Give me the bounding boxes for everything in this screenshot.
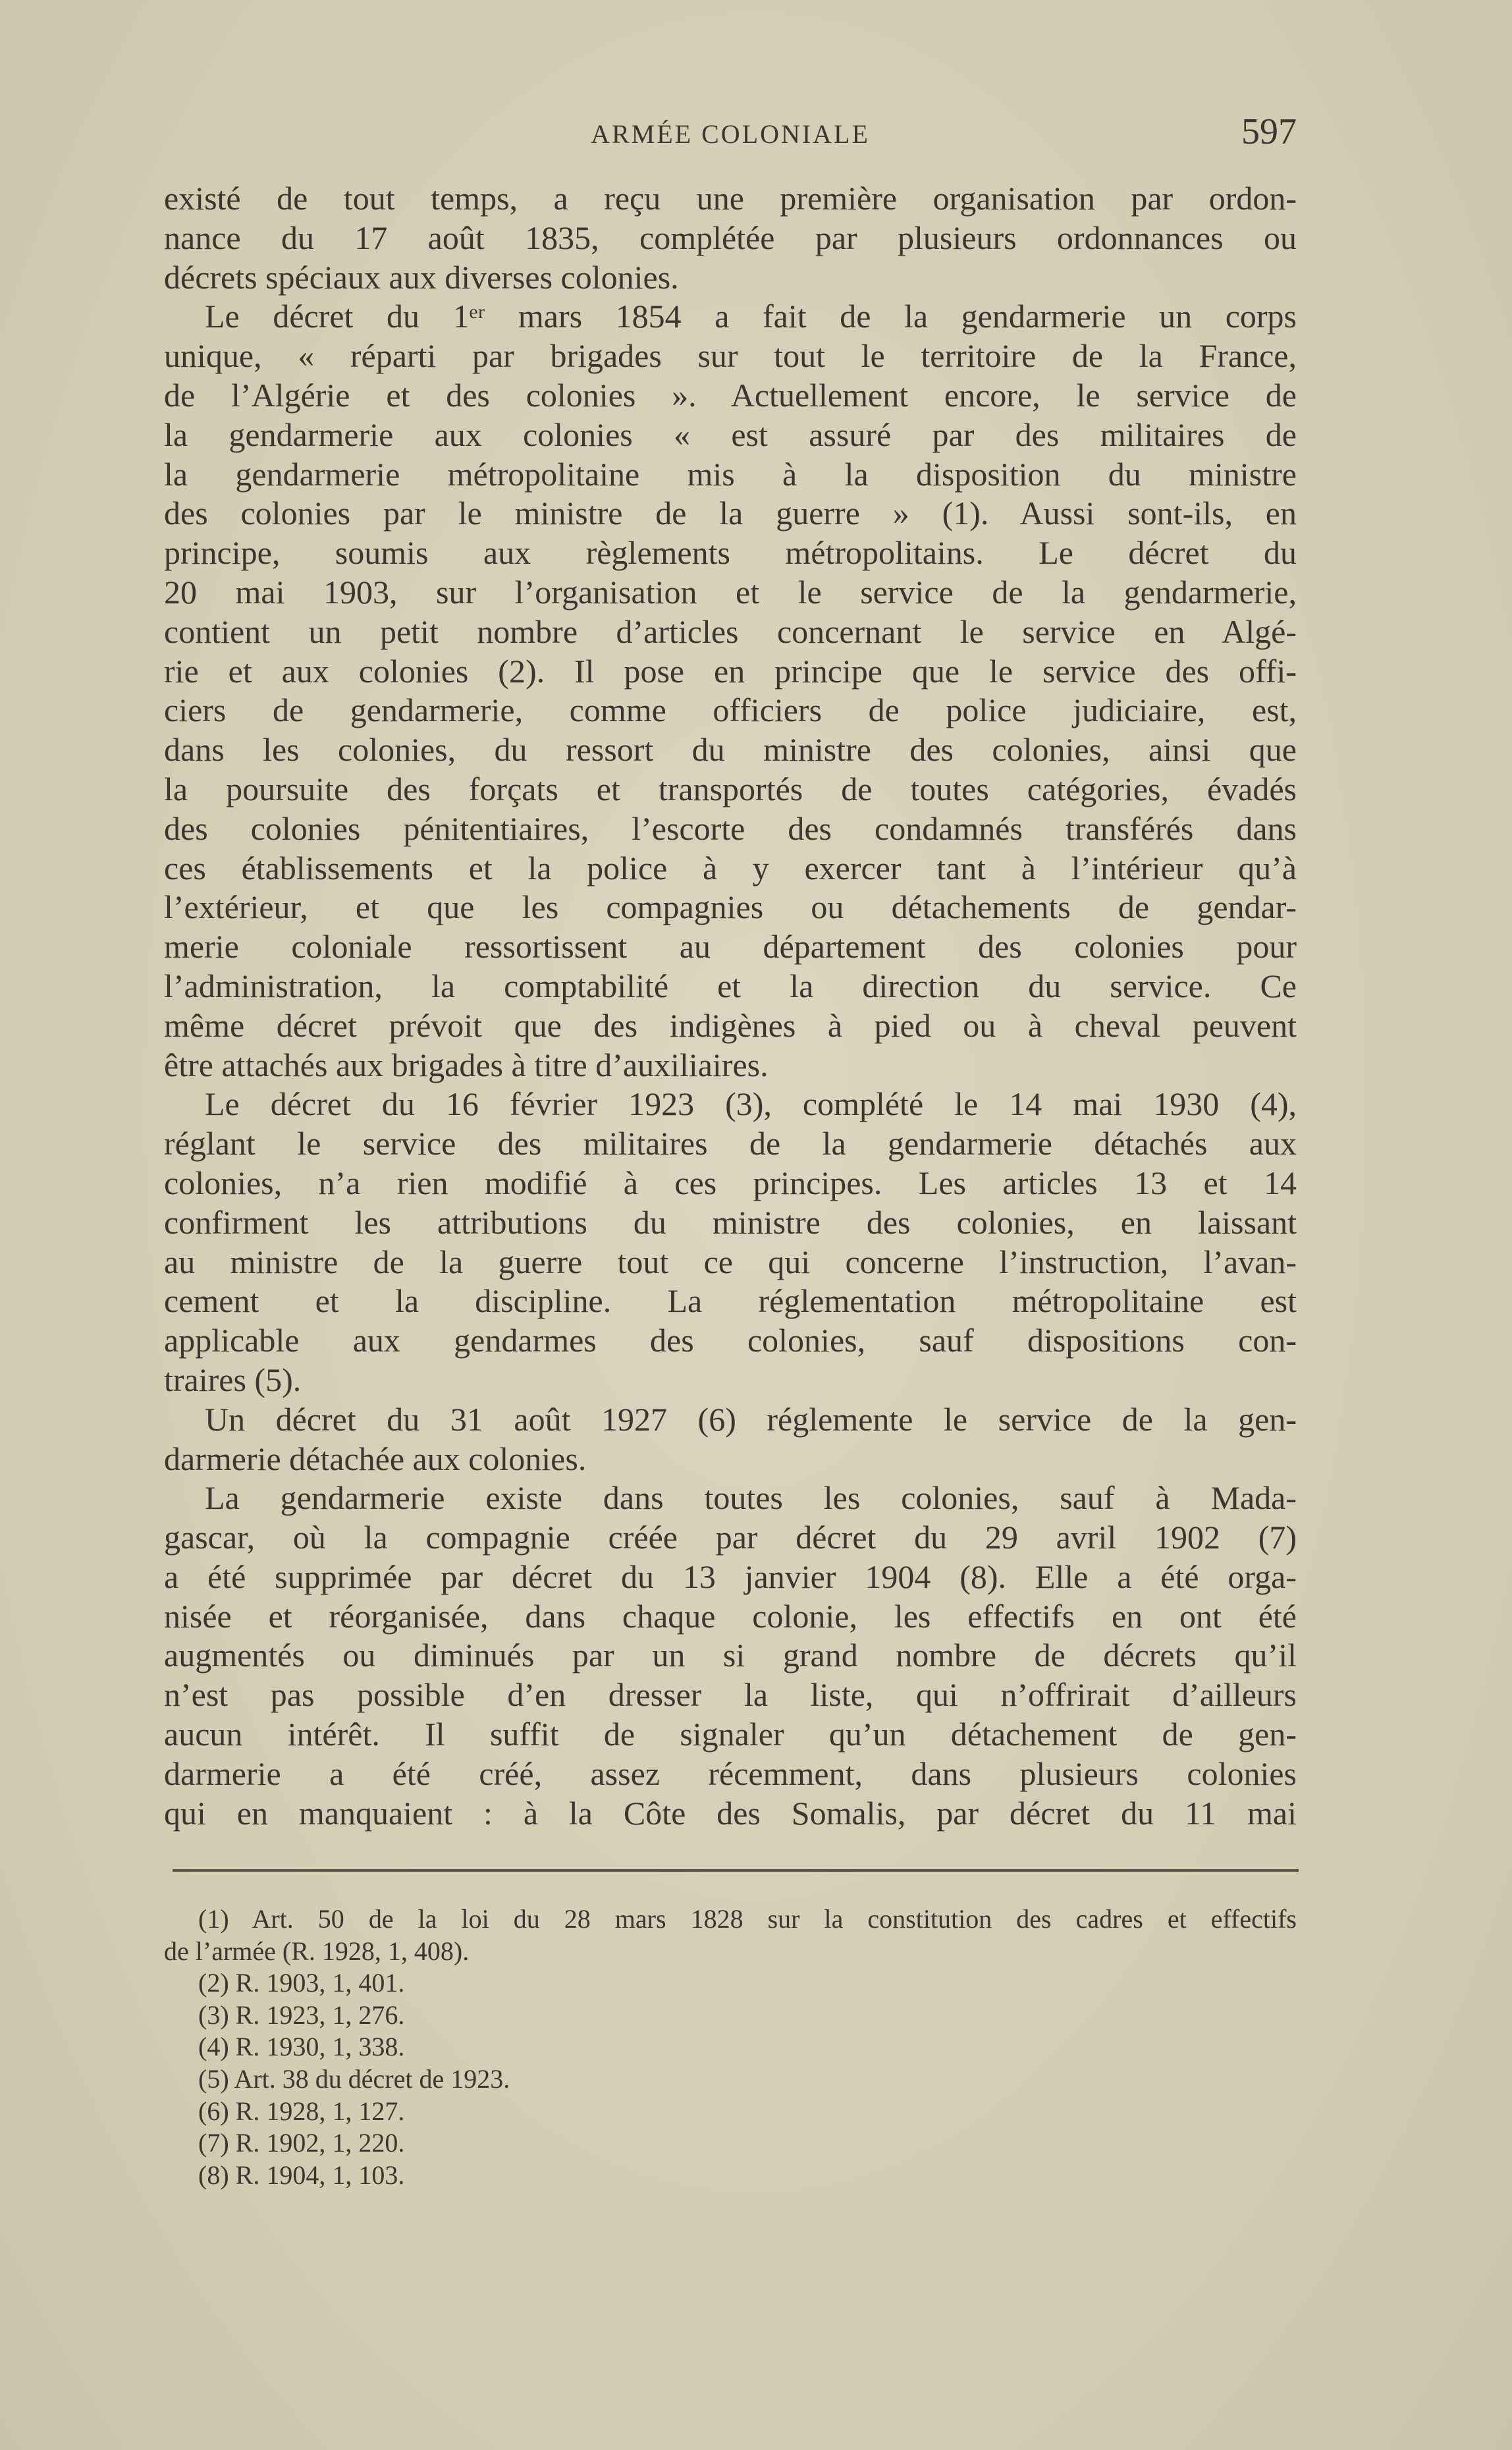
line (164, 1085, 1297, 1124)
line (164, 1361, 1297, 1400)
text-line: des colonies pénitentiaires, l’escorte des condamnés transférés dans (164, 809, 1297, 847)
line (164, 1046, 1297, 1085)
text-line: augmentés ou diminués par un si grand nombre de décrets qu’il (164, 1637, 1297, 1674)
line (164, 1400, 1297, 1440)
text-line: dans les colonies, du ressort du ministre des colonies, ainsi que (164, 731, 1297, 769)
line (164, 1597, 1297, 1637)
text-line: Le décret du 1ᵉʳ mars 1854 a fait de la gendarmerie un corps (205, 298, 1297, 335)
text-line: l’extérieur, et que les compagnies ou détachements de gendar- (164, 888, 1297, 926)
text-line: contient un petit nombre d’articles concernant le service en Algé- (164, 612, 1297, 650)
text-line: traires (5). (164, 1361, 302, 1398)
line (164, 849, 1297, 888)
footnote-line: (7) R. 1902, 1, 220. (198, 2128, 405, 2158)
text-line: colonies, n’a rien modifié à ces principes. Les articles 13 et 14 (164, 1164, 1297, 1201)
text-line: rie et aux colonies (2). Il pose en principe que le service des offi- (164, 652, 1297, 690)
line (164, 179, 1297, 219)
line (164, 1479, 1297, 1518)
line (164, 297, 1297, 337)
text-line: décrets spéciaux aux diverses colonies. (164, 258, 679, 296)
line (164, 1203, 1297, 1243)
body-text (164, 179, 1297, 1833)
footnote-line: (1) Art. 50 de la loi du 28 mars 1828 sur la constitution des cadres et effectifs (198, 1904, 1297, 1934)
line (164, 573, 1297, 612)
line (164, 219, 1297, 258)
text-line: merie coloniale ressortissent au département des colonies pour (164, 928, 1297, 966)
text-line: être attachés aux brigades à titre d’auxiliaires. (164, 1046, 769, 1083)
line (164, 967, 1297, 1006)
paragraph (164, 1400, 1297, 1479)
line (164, 1282, 1297, 1321)
line (164, 770, 1297, 809)
text-line: qui en manquaient : à la Côte des Somalis, par décret du 11 mai (164, 1794, 1297, 1832)
text-line: l’administration, la comptabilité et la direction du service. Ce (164, 967, 1297, 1004)
text-line: nisée et réorganisée, dans chaque colonie, les effectifs en ont été (164, 1597, 1297, 1635)
line (164, 652, 1297, 692)
line (164, 1755, 1297, 1794)
text-line: ces établissements et la police à y exercer tant à l’intérieur qu’à (164, 849, 1297, 886)
line (164, 1321, 1297, 1361)
text-line: ciers de gendarmerie, comme officiers de police judiciaire, est, (164, 692, 1297, 729)
text-line: applicable aux gendarmes des colonies, sauf dispositions con- (164, 1322, 1297, 1359)
line (164, 1675, 1297, 1715)
paragraph (164, 297, 1297, 1085)
line (164, 1006, 1297, 1046)
line (164, 1164, 1297, 1203)
line (164, 1243, 1297, 1282)
text-line: principe, soumis aux règlements métropolitains. Le décret du (164, 534, 1297, 572)
text-line: unique, « réparti par brigades sur tout le territoire de la France, (164, 337, 1297, 375)
text-line: existé de tout temps, a reçu une première organisation par ordon- (164, 180, 1297, 217)
text-line: darmerie a été créé, assez récemment, dans plusieurs colonies (164, 1755, 1297, 1792)
text-line: nance du 17 août 1835, complétée par plusieurs ordonnances ou (164, 219, 1297, 256)
paragraph (164, 1479, 1297, 1833)
line (164, 888, 1297, 927)
footnote-line: (6) R. 1928, 1, 127. (198, 2096, 405, 2126)
line (164, 809, 1297, 849)
line (164, 1636, 1297, 1675)
line (164, 730, 1297, 770)
text-line: gascar, où la compagnie créée par décret du 29 avril 1902 (7) (164, 1519, 1297, 1556)
page-number: 597 (1241, 111, 1297, 152)
line (164, 691, 1297, 730)
text-line: la poursuite des forçats et transportés de toutes catégories, évadés (164, 770, 1297, 807)
text-line: darmerie détachée aux colonies. (164, 1440, 587, 1477)
footnote-line: (8) R. 1904, 1, 103. (198, 2160, 405, 2190)
text-line: La gendarmerie existe dans toutes les colonies, sauf à Mada- (205, 1479, 1297, 1517)
line (164, 1124, 1297, 1164)
text-line: de l’Algérie et des colonies ». Actuellement encore, le service de (164, 376, 1297, 414)
text-line: au ministre de la guerre tout ce qui concerne l’instruction, l’avan- (164, 1243, 1297, 1280)
line (164, 376, 1297, 416)
footnote-line: (2) R. 1903, 1, 401. (198, 1968, 405, 1998)
line (164, 533, 1297, 573)
text-line: des colonies par le ministre de la guerre » (1). Aussi sont-ils, en (164, 495, 1297, 532)
text-line: Le décret du 16 février 1923 (3), complété le 14 mai 1930 (4), (205, 1085, 1297, 1123)
footnotes (164, 1903, 1297, 2191)
text-line: Un décret du 31 août 1927 (6) réglemente le service de la gen- (205, 1400, 1297, 1438)
text-line: la gendarmerie métropolitaine mis à la disposition du ministre (164, 455, 1297, 493)
text-line: réglant le service des militaires de la gendarmerie détachés aux (164, 1125, 1297, 1162)
footnote-line: (5) Art. 38 du décret de 1923. (198, 2063, 510, 2094)
page-header (164, 111, 1297, 157)
footnote-line: (4) R. 1930, 1, 338. (198, 2032, 405, 2062)
text-line: n’est pas possible d’en dresser la liste, qui n’offrirait d’ailleurs (164, 1676, 1297, 1714)
footnote-line: (3) R. 1923, 1, 276. (198, 2000, 405, 2030)
footnote-line: de l’armée (R. 1928, 1, 408). (164, 1936, 470, 1966)
line (164, 337, 1297, 376)
text-line: même décret prévoit que des indigènes à pied ou à cheval peuvent (164, 1006, 1297, 1044)
line (164, 927, 1297, 967)
footnote-divider (173, 1869, 1299, 1872)
line (164, 1558, 1297, 1597)
line (164, 455, 1297, 495)
line (164, 494, 1297, 533)
text-line: la gendarmerie aux colonies « est assuré par des militaires de (164, 416, 1297, 453)
line (164, 258, 1297, 298)
text-line: cement et la discipline. La réglementation métropolitaine est (164, 1282, 1297, 1320)
paragraph (164, 1085, 1297, 1400)
line (164, 1440, 1297, 1479)
text-line: a été supprimée par décret du 13 janvier 1904 (8). Elle a été orga- (164, 1558, 1297, 1595)
text-line: aucun intérêt. Il suffit de signaler qu’un détachement de gen- (164, 1716, 1297, 1753)
line (164, 1518, 1297, 1558)
text-line: confirment les attributions du ministre des colonies, en laissant (164, 1203, 1297, 1241)
line (164, 1794, 1297, 1834)
line (164, 612, 1297, 652)
text-line: 20 mai 1903, sur l’organisation et le service de la gendarmerie, (164, 573, 1297, 611)
line (164, 1715, 1297, 1755)
running-title: ARMÉE COLONIALE (591, 119, 870, 149)
paragraph (164, 179, 1297, 297)
line (164, 416, 1297, 455)
